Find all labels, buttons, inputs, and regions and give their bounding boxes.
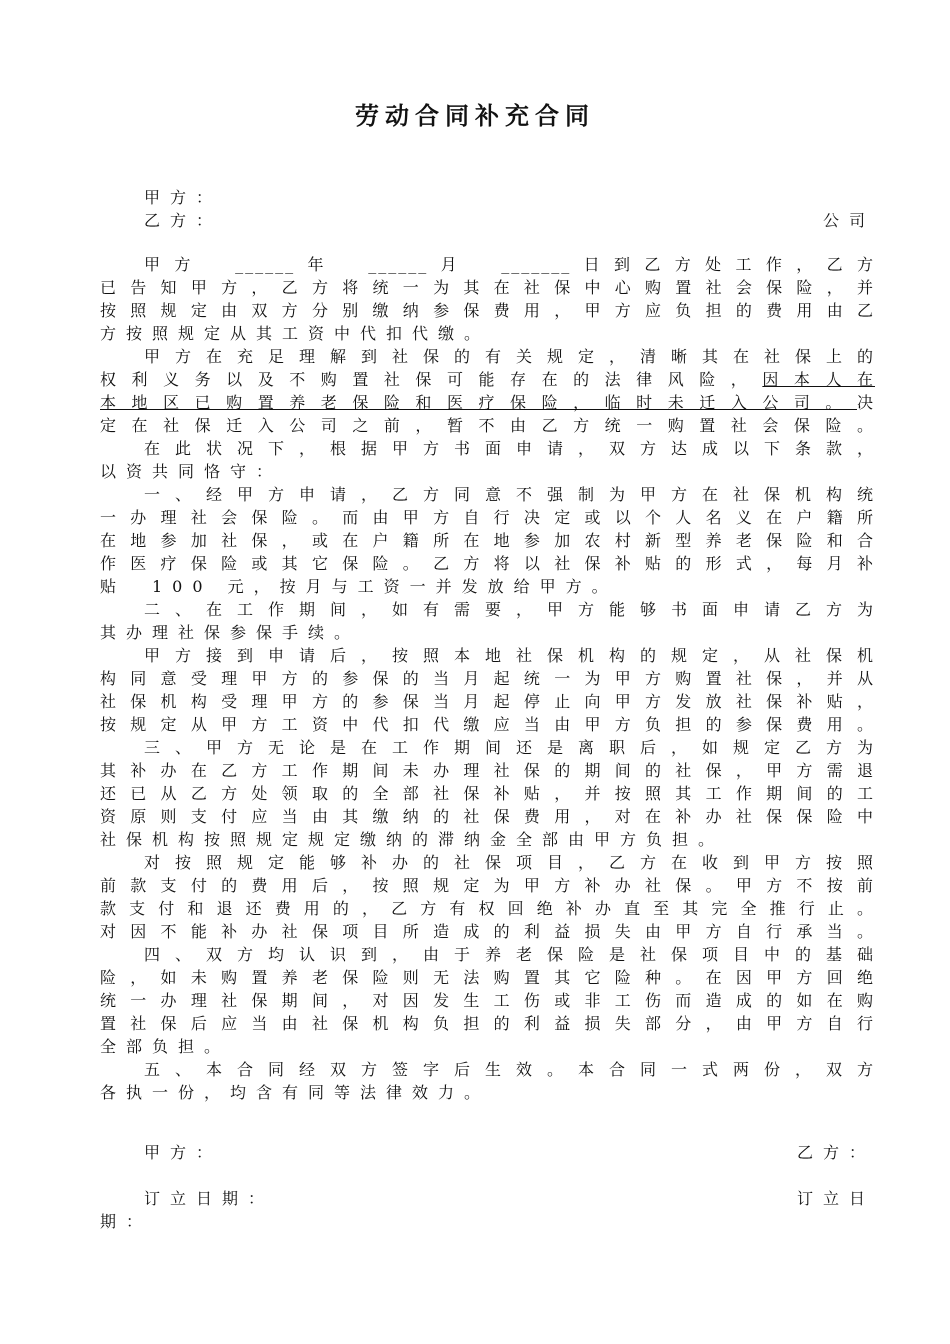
body-line: 甲方接到申请后，按照本地社保机构的规定，从社保机 [144, 646, 875, 665]
body-line: 社保机构受理甲方的参保当月起停止向甲方发放社保补贴， [100, 692, 875, 711]
body-line: 按照规定由双方分别缴纳参保费用，甲方应负担的费用由乙 [100, 301, 875, 320]
date-line [100, 1186, 875, 1209]
body-line: 四、双方均认识到，由于养老保险是社保项目中的基础 [144, 945, 875, 964]
body-line: 资原则支付应当由其缴纳的社保费用，对在补办社保保险中 [100, 807, 875, 826]
body-line: 一办理社会保险。而由甲方自行决定或以个人名义在户籍所 [100, 508, 875, 527]
body-line: 甲方 ______年 ______月 _______日到乙方处工作，乙方 [144, 255, 875, 274]
underlined-text: 本地区已购置养老保险和医疗保险，临时未迁入公司。 [100, 393, 857, 412]
date-label-right: 订立日 [796, 1189, 875, 1208]
body-line: 方按照规定从其工资中代扣代缴。 [100, 324, 491, 343]
company-suffix: 公司 [822, 211, 875, 230]
body-line: 前款支付的费用后，按照规定为甲方补办社保。甲方不按前 [100, 876, 875, 895]
body-line: 社保机构按照规定规定缴纳的滞纳金全部由甲方负担。 [100, 830, 725, 849]
body-line: 对按照规定能够补办的社保项目，乙方在收到甲方按照 [144, 853, 875, 872]
body-line: 在地参加社保，或在户籍所在地参加农村新型养老保险和合 [100, 531, 875, 550]
party-a-label: 甲方： [144, 188, 223, 207]
body-line: 还已从乙方处领取的全部社保补贴，并按照其工作期间的工 [100, 784, 875, 803]
body-line [100, 368, 875, 391]
body-line: 甲方在充足理解到社保的有关规定，清晰其在社保上的 [144, 347, 875, 366]
body-line: 在此状况下，根据甲方书面申请，双方达成以下条款， [144, 439, 875, 458]
body-line: 对因不能补办社保项目所造成的利益损失由甲方自行承当。 [100, 922, 875, 941]
body-line: 各执一份，均含有同等法律效力。 [100, 1083, 491, 1102]
party-b-label: 乙方： [144, 211, 223, 230]
body-line: 三、甲方无论是在工作期间还是离职后，如规定乙方为 [144, 738, 875, 757]
body-line: 二、在工作期间，如有需要，甲方能够书面申请乙方为 [144, 600, 875, 619]
body-text: 权利义务以及不购置社保可能存在的法律风险， [100, 370, 763, 389]
signature-line [100, 1140, 875, 1163]
body-line: 贴 100 元，按月与工资一并发放给甲方。 [100, 577, 618, 596]
body-line: 其办理社保参保手续。 [100, 623, 361, 642]
body-line: 统一办理社保期间，对因发生工伤或非工伤而造成的如在购 [100, 991, 875, 1010]
footer-party-a-label: 甲方： [144, 1143, 223, 1162]
body-line: 置社保后应当由社保机构负担的利益损失部分，由甲方自行 [100, 1014, 875, 1033]
date-wrap-label: 期： [100, 1212, 153, 1231]
underlined-text: 因本人在 [762, 370, 875, 389]
body-line: 作医疗保险或其它保险。乙方将以社保补贴的形式，每月补 [100, 554, 875, 573]
body-line: 款支付和退还费用的，乙方有权回绝补办直至其完全推行止。 [100, 899, 875, 918]
party-a-line [100, 185, 875, 208]
body-text: 决 [856, 393, 875, 412]
body-line [100, 391, 875, 414]
body-line: 构同意受理甲方的参保的当月起统一为甲方购置社保，并从 [100, 669, 875, 688]
body-line: 定在社保迁入公司之前，暂不由乙方统一购置社会保险。 [100, 416, 875, 435]
body-line: 全部负担。 [100, 1037, 231, 1056]
body-line: 以资共同恪守： [100, 462, 283, 481]
body-line: 五、本合同经双方签字后生效。本合同一式两份，双方 [144, 1060, 875, 1079]
body-line: 已告知甲方，乙方将统一为其在社保中心购置社会保险，并 [100, 278, 875, 297]
date-label-left: 订立日期： [144, 1189, 275, 1208]
date-wrap-line [100, 1209, 875, 1232]
body-line: 险，如未购置养老保险则无法购置其它险种。在因甲方回绝 [100, 968, 875, 987]
footer-party-b-label: 乙方： [796, 1143, 875, 1162]
body-line: 按规定从甲方工资中代扣代缴应当由甲方负担的参保费用。 [100, 715, 875, 734]
body-line: 一、经甲方申请，乙方同意不强制为甲方在社保机构统 [144, 485, 875, 504]
document-title: 劳动合同补充合同 [355, 102, 595, 130]
party-b-line [100, 208, 875, 231]
body-line: 其补办在乙方工作期间未办理社保的期间的社保，甲方需退 [100, 761, 875, 780]
